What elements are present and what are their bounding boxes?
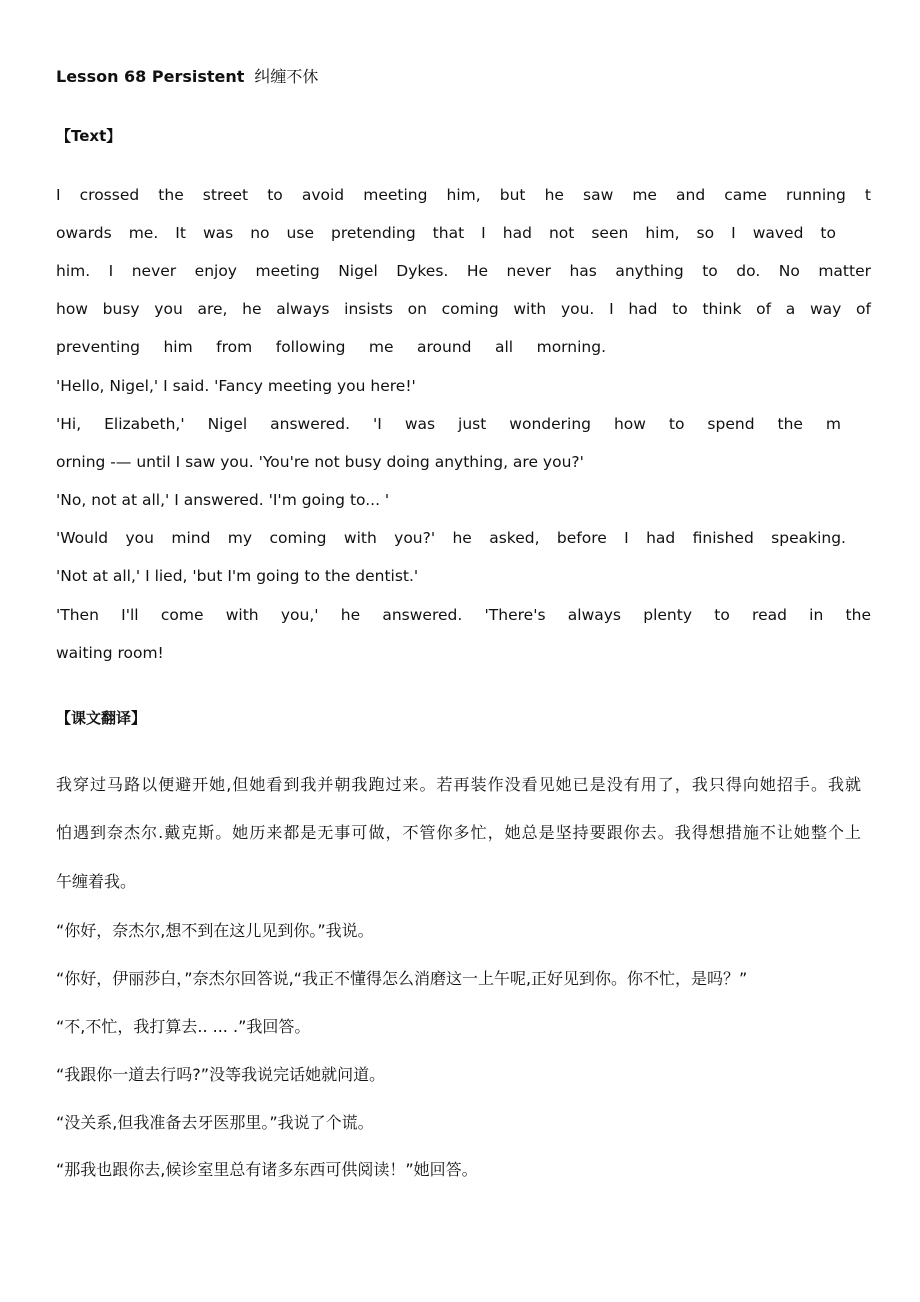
text-line: 'Hello, Nigel,' I said. 'Fancy meeting you here!': [56, 377, 416, 395]
lesson-title-en: Lesson 68 Persistent: [56, 67, 245, 86]
text-line: I crossed the street to avoid meeting him, but he saw me and came running t: [56, 186, 871, 204]
translation-line: 怕遇到奈杰尔.戴克斯。她历来都是无事可做，不管你多忙，她总是坚持要跟你去。我得想措施不让她整个上: [56, 823, 861, 842]
text-line: him. I never enjoy meeting Nigel Dykes. He never has anything to do. No matter: [56, 262, 871, 280]
translation-line: “不,不忙，我打算去.. ... .”我回答。: [56, 1017, 311, 1036]
translation-heading: 【课文翻译】: [56, 709, 147, 727]
translation-line: “你好，伊丽莎白，”奈杰尔回答说,“我正不懂得怎么消磨这一上午呢,正好见到你。你不忙，是吗？”: [56, 969, 748, 988]
translation-line: “没关系,但我准备去牙医那里。”我说了个谎。: [56, 1113, 374, 1132]
translation-line: “那我也跟你去,候诊室里总有诸多东西可供阅读！”她回答。: [56, 1160, 478, 1179]
lesson-title-cn: 纠缠不休: [254, 67, 319, 86]
text-heading: 【Text】: [56, 127, 122, 145]
translation-line: 我穿过马路以便避开她,但她看到我并朝我跑过来。若再装作没看见她已是没有用了，我只得向她招手。我就: [56, 775, 861, 794]
translation-line: “你好，奈杰尔,想不到在这儿见到你。”我说。: [56, 921, 374, 940]
translation-line: “我跟你一道去行吗?”没等我说完话她就问道。: [56, 1065, 386, 1084]
translation-line: 午缠着我。: [56, 872, 137, 891]
lesson-title: [56, 64, 318, 87]
text-line: 'Then I'll come with you,' he answered. 'There's always plenty to read in the: [56, 606, 871, 624]
text-line: orning -— until I saw you. 'You're not busy doing anything, are you?': [56, 453, 584, 471]
text-line: 'Would you mind my coming with you?' he asked, before I had finished speaking.: [56, 529, 846, 547]
text-line: owards me. It was no use pretending that I had not seen him, so I waved to: [56, 224, 836, 242]
text-line: preventing him from following me around all morning.: [56, 338, 606, 356]
text-line: waiting room!: [56, 644, 164, 662]
text-line: 'Hi, Elizabeth,' Nigel answered. 'I was just wondering how to spend the m: [56, 415, 841, 433]
text-line: 'No, not at all,' I answered. 'I'm going to... ': [56, 491, 390, 509]
text-line: 'Not at all,' I lied, 'but I'm going to the dentist.': [56, 567, 419, 585]
text-line: how busy you are, he always insists on coming with you. I had to think of a way of: [56, 300, 871, 318]
